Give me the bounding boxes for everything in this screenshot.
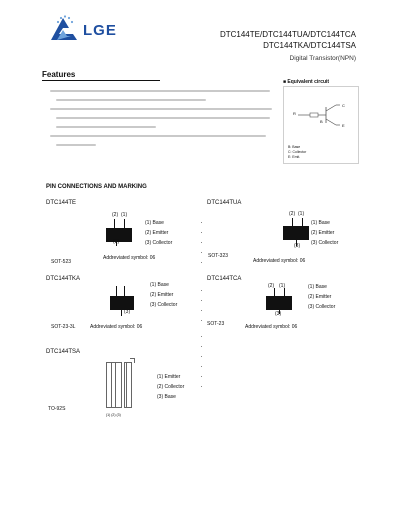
tka-abbr: Addreviated symbol: 06 (90, 324, 143, 330)
tua-top-label-1: (1) (298, 211, 305, 217)
tua-pin-1: (1) Base (311, 220, 330, 226)
part-name-tsa: DTC144TSA (46, 349, 81, 355)
tka-bottom-label: (3) (124, 309, 131, 315)
equivalent-circuit-title: Equivalent circuit (287, 79, 330, 85)
tua-top-label-2: (2) (289, 211, 296, 217)
te-top-label-2: (2) (112, 212, 119, 218)
features-underline (42, 80, 160, 81)
tca-pin-1: (1) Base (308, 284, 327, 290)
tca-top-label-1: (1) (279, 283, 286, 289)
tca-bottom-label: (3) (275, 311, 282, 317)
tua-bottom-label: (3) (294, 243, 301, 249)
tka-pin-3: (3) Collector (150, 302, 178, 308)
te-package: SOT-523 (51, 259, 72, 265)
eq-legend-2: C: Collector (288, 150, 307, 154)
eq-legend-1: B: Base (288, 145, 301, 149)
eq-pin-e: E (342, 123, 345, 128)
lge-logo-icon (49, 14, 79, 42)
eq-pin-b: B (320, 119, 323, 124)
tua-package: SOT-323 (208, 253, 229, 259)
tca-pin-3: (3) Collector (308, 304, 336, 310)
tsa-bottom-labels: (1) (2) (3) (106, 413, 121, 417)
tca-pin-2: (2) Emitter (308, 294, 332, 300)
eq-pin-c: C (342, 103, 345, 108)
part-name-tka: DTC144TKA (46, 276, 81, 282)
tsa-pin-1: (1) Emitter (157, 374, 181, 380)
eq-legend-3: E: Emit. (288, 155, 301, 159)
tka-package: SOT-23-3L (51, 324, 76, 330)
tca-abbr: Addreviated symbol: 06 (245, 324, 298, 330)
equivalent-circuit-box (283, 86, 359, 164)
tka-pin-2: (2) Emitter (150, 292, 174, 298)
to92s-package-icon (104, 358, 154, 418)
features-heading: Features (42, 70, 76, 79)
tka-pin-1: (1) Base (150, 282, 169, 288)
part-name-te: DTC144TE (46, 200, 77, 206)
te-pin-3: (3) Collector (145, 240, 173, 246)
equivalent-circuit-heading (283, 79, 329, 85)
te-pin-1: (1) Base (145, 220, 164, 226)
te-top-label-1: (1) (121, 212, 128, 218)
tca-top-label-2: (2) (268, 283, 275, 289)
tsa-pin-2: (2) Collector (157, 384, 185, 390)
tsa-pin-3: (3) Base (157, 394, 176, 400)
title-line-1: DTC144TE/DTC144TUA/DTC144TCA (219, 30, 356, 39)
tca-package: SOT-23 (207, 321, 225, 327)
part-name-tua: DTC144TUA (207, 200, 242, 206)
te-bottom-label: (3) (113, 239, 120, 245)
tua-pin-2: (2) Emitter (311, 230, 335, 236)
sot23-package-icon (262, 286, 302, 320)
bullet-icon: ■ (283, 79, 287, 85)
pin-connections-heading: PIN CONNECTIONS AND MARKING (46, 184, 147, 190)
part-name-tca: DTC144TCA (207, 276, 242, 282)
subtitle: Digital Transistor(NPN) (289, 55, 356, 62)
eq-pin-r: R (293, 111, 296, 116)
title-line-2: DTC144TKA/DTC144TSA (263, 41, 356, 50)
brand-name: LGE (83, 22, 117, 39)
tsa-package: TO-92S (48, 406, 66, 412)
te-abbr: Addreviated symbol: 06 (103, 255, 156, 261)
tua-abbr: Addreviated symbol: 06 (253, 258, 306, 264)
brand-logo (49, 14, 129, 44)
te-pin-2: (2) Emitter (145, 230, 169, 236)
tua-pin-3: (3) Collector (311, 240, 339, 246)
